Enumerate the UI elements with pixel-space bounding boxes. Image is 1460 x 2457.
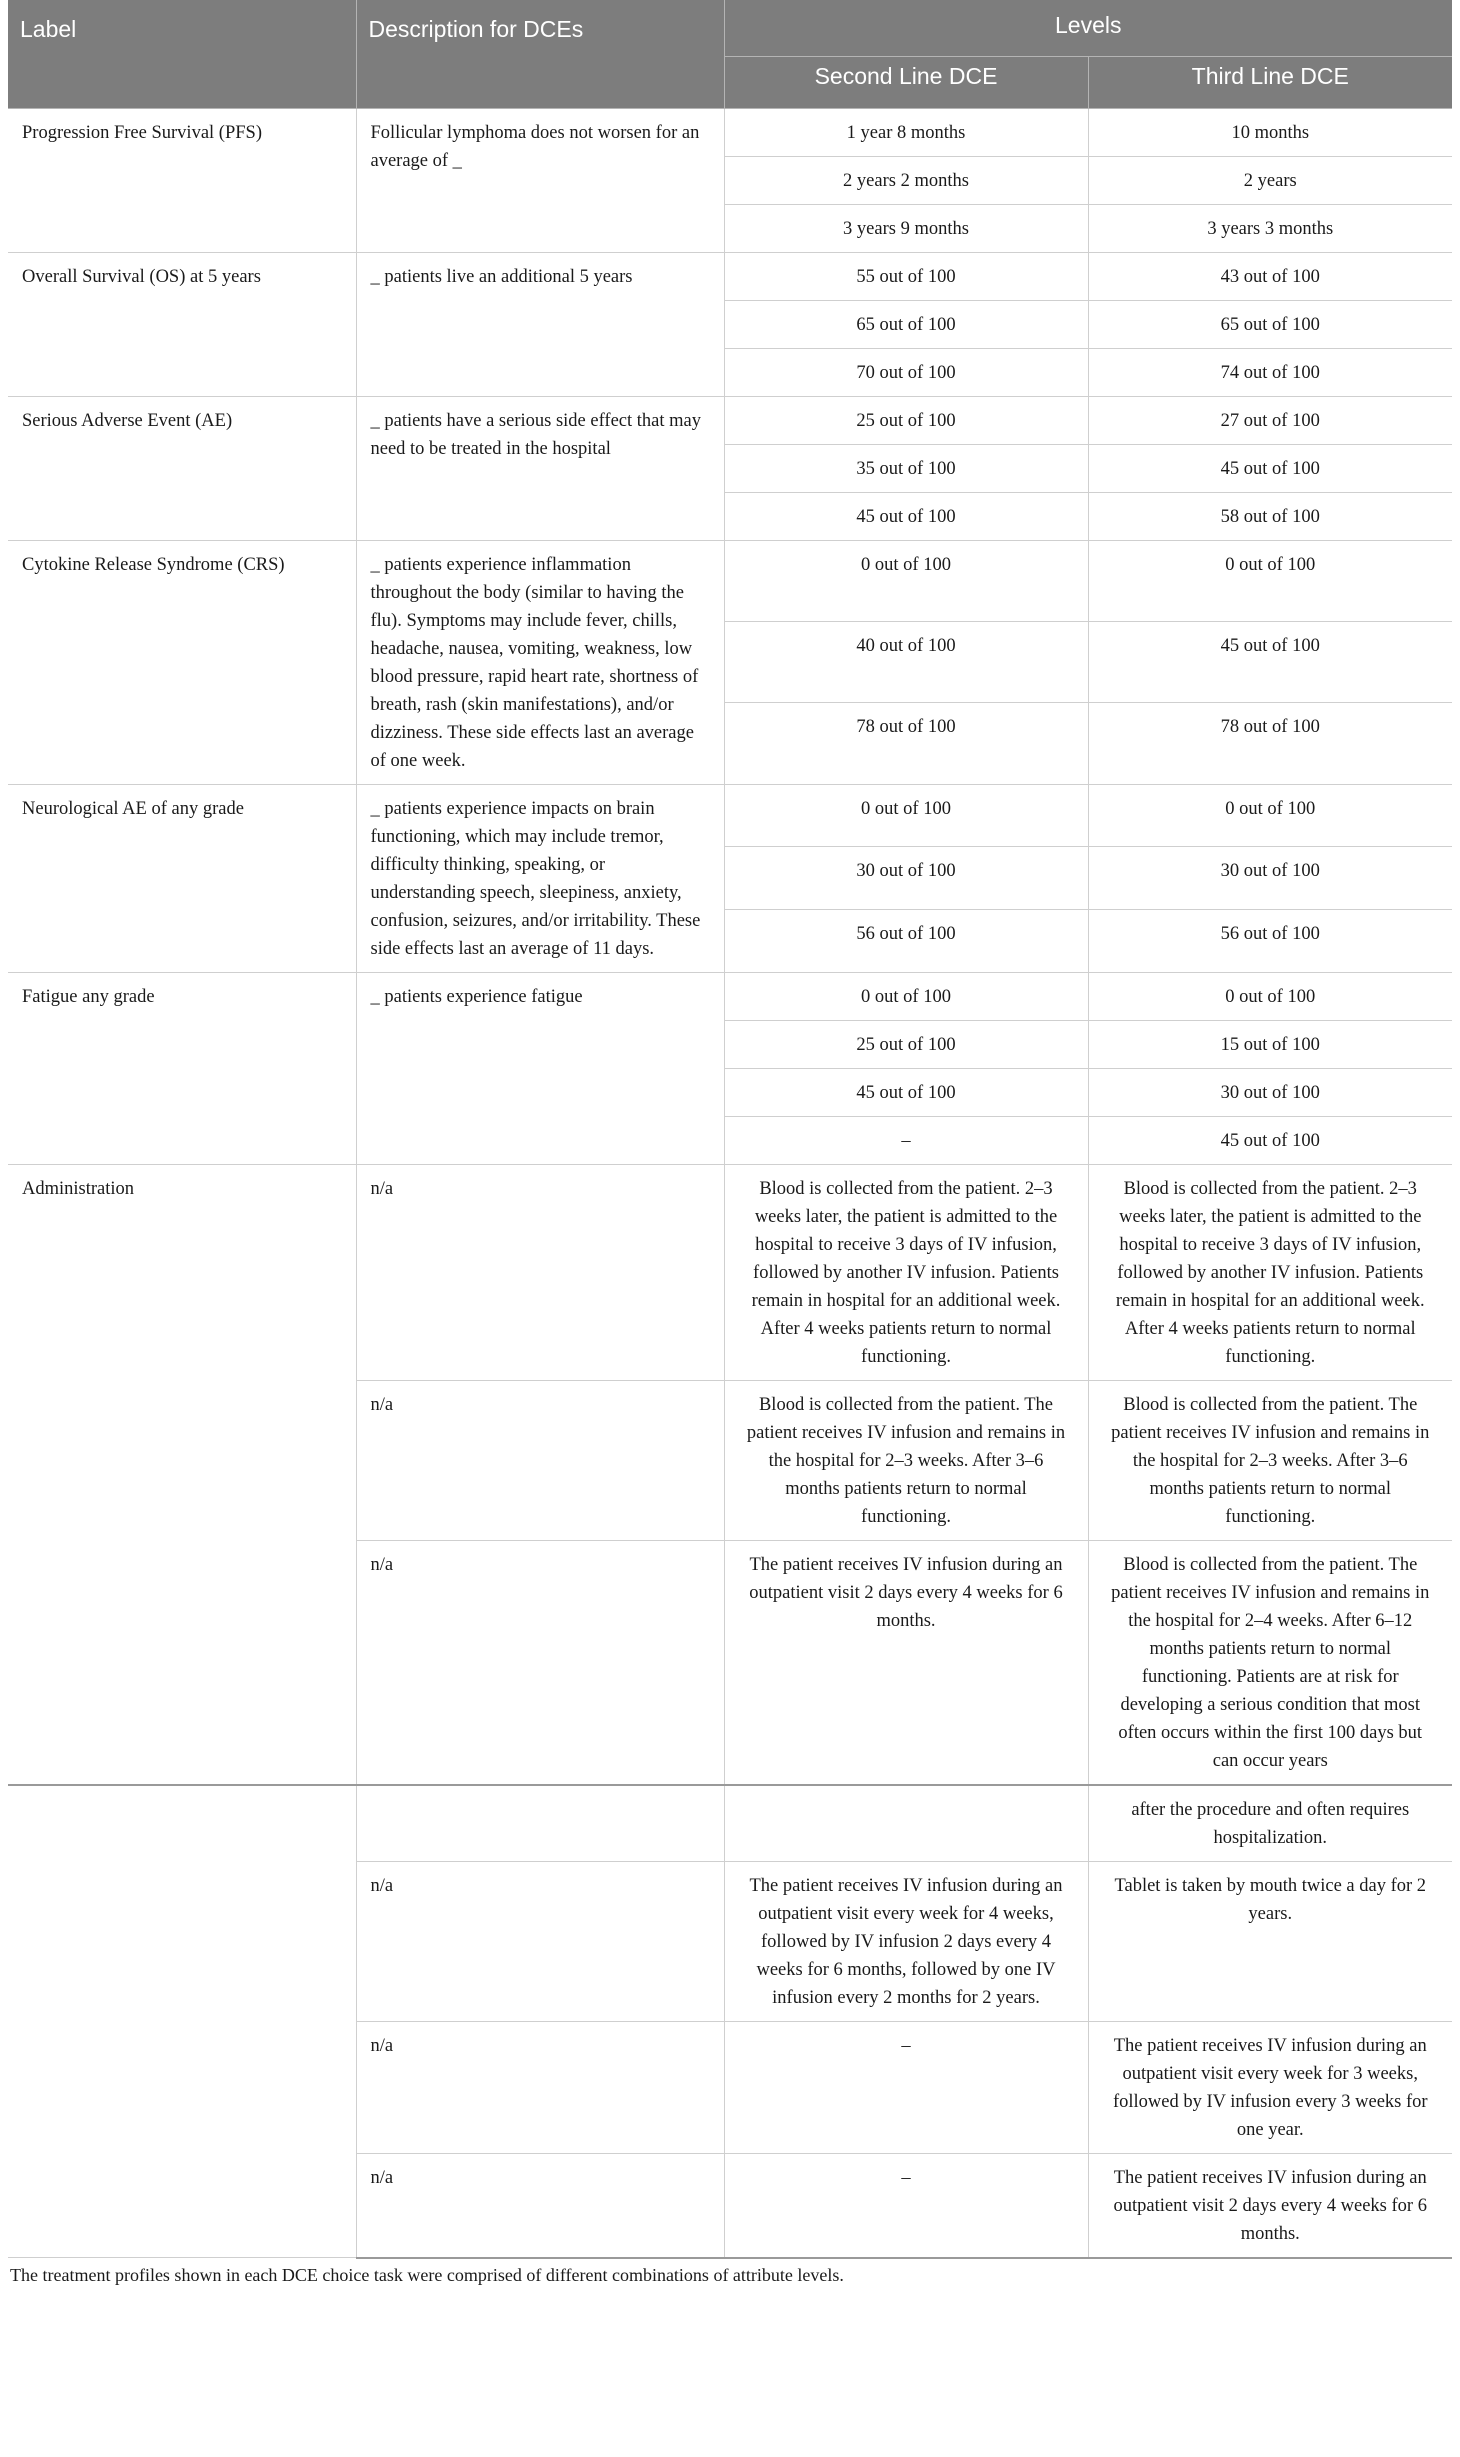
- attribute-description: Follicular lymphoma does not worsen for an average of _: [356, 108, 724, 252]
- attribute-description: _ patients experience fatigue: [356, 972, 724, 1164]
- third-line-level: 30 out of 100: [1088, 847, 1452, 910]
- second-line-level: 55 out of 100: [724, 252, 1088, 300]
- attribute-description: _ patients experience inflammation throughout the body (similar to having the flu). Symptoms may include fever, chills, headache, nausea, vomiting, weakness, low blood pressure, rapid heart rate, shortness of breath, rash (skin manifestations), and/or dizziness. These side effects last an average of one week.: [356, 540, 724, 784]
- empty-cell: [8, 1785, 356, 2258]
- header-third-line: Third Line DCE: [1088, 56, 1452, 108]
- table-row: [8, 784, 1452, 847]
- attribute-description: _ patients experience impacts on brain functioning, which may include tremor, difficulty thinking, speaking, or understanding speech, sleepiness, anxiety, confusion, seizures, and/or irritability. These side effects last an average of 11 days.: [356, 784, 724, 972]
- attribute-description: n/a: [356, 2021, 724, 2153]
- attribute-description: n/a: [356, 1540, 724, 1785]
- header-second-line: Second Line DCE: [724, 56, 1088, 108]
- attribute-label: Cytokine Release Syndrome (CRS): [8, 540, 356, 784]
- second-line-level: 0 out of 100: [724, 972, 1088, 1020]
- second-line-level: 45 out of 100: [724, 492, 1088, 540]
- second-line-level: The patient receives IV infusion during an outpatient visit every week for 4 weeks, followed by IV infusion 2 days every 4 weeks for 6 months, followed by one IV infusion every 2 months for 2 years.: [724, 1861, 1088, 2021]
- third-line-level: 2 years: [1088, 156, 1452, 204]
- second-line-level: 30 out of 100: [724, 847, 1088, 910]
- second-line-level: –: [724, 2153, 1088, 2258]
- second-line-level: 35 out of 100: [724, 444, 1088, 492]
- second-line-level: –: [724, 1116, 1088, 1164]
- third-line-level: Blood is collected from the patient. The patient receives IV infusion and remains in the hospital for 2–3 weeks. After 3–6 months patients return to normal functioning.: [1088, 1380, 1452, 1540]
- second-line-level: 1 year 8 months: [724, 108, 1088, 156]
- document: [8, 0, 1452, 2286]
- table-row: [8, 972, 1452, 1020]
- third-line-level: 78 out of 100: [1088, 703, 1452, 784]
- attributes-table: [8, 0, 1452, 2259]
- second-line-level: 3 years 9 months: [724, 204, 1088, 252]
- third-line-level: 15 out of 100: [1088, 1020, 1452, 1068]
- third-line-level: 0 out of 100: [1088, 972, 1452, 1020]
- table-row: [8, 108, 1452, 156]
- second-line-level: 56 out of 100: [724, 909, 1088, 972]
- third-line-level: 3 years 3 months: [1088, 204, 1452, 252]
- third-line-level: 45 out of 100: [1088, 1116, 1452, 1164]
- second-line-level: 25 out of 100: [724, 396, 1088, 444]
- attribute-label: Progression Free Survival (PFS): [8, 108, 356, 252]
- table-row-continuation: [8, 1785, 1452, 1862]
- third-line-level: Blood is collected from the patient. 2–3 weeks later, the patient is admitted to the hospital to receive 3 days of IV infusion, followed by another IV infusion. Patients remain in hospital for an additional week. After 4 weeks patients return to normal functioning.: [1088, 1164, 1452, 1380]
- attribute-description: n/a: [356, 1164, 724, 1380]
- third-line-level: 58 out of 100: [1088, 492, 1452, 540]
- attribute-description: n/a: [356, 2153, 724, 2258]
- second-line-level: 78 out of 100: [724, 703, 1088, 784]
- second-line-level: The patient receives IV infusion during an outpatient visit 2 days every 4 weeks for 6 months.: [724, 1540, 1088, 1785]
- second-line-level: 0 out of 100: [724, 540, 1088, 621]
- table-row: [8, 1164, 1452, 1380]
- attribute-description: n/a: [356, 1861, 724, 2021]
- third-line-level: Blood is collected from the patient. The patient receives IV infusion and remains in the hospital for 2–4 weeks. After 6–12 months patients return to normal functioning. Patients are at risk for developing a serious condition that most often occurs within the first 100 days but can occur years: [1088, 1540, 1452, 1785]
- third-line-level: Tablet is taken by mouth twice a day for 2 years.: [1088, 1861, 1452, 2021]
- second-line-level: 45 out of 100: [724, 1068, 1088, 1116]
- attribute-label: Overall Survival (OS) at 5 years: [8, 252, 356, 396]
- second-line-level: –: [724, 2021, 1088, 2153]
- empty-cell: [356, 1785, 724, 1862]
- empty-cell: [724, 1785, 1088, 1862]
- second-line-level: 40 out of 100: [724, 621, 1088, 702]
- third-line-level: 65 out of 100: [1088, 300, 1452, 348]
- third-line-level: The patient receives IV infusion during an outpatient visit every week for 3 weeks, followed by IV infusion every 3 weeks for one year.: [1088, 2021, 1452, 2153]
- table-header: [8, 0, 1452, 108]
- table-row: [8, 396, 1452, 444]
- header-description: Description for DCEs: [356, 0, 724, 108]
- second-line-level: Blood is collected from the patient. The patient receives IV infusion and remains in the hospital for 2–3 weeks. After 3–6 months patients return to normal functioning.: [724, 1380, 1088, 1540]
- third-line-level: 0 out of 100: [1088, 540, 1452, 621]
- attribute-label: Administration: [8, 1164, 356, 1785]
- third-line-level: 74 out of 100: [1088, 348, 1452, 396]
- attribute-label: Neurological AE of any grade: [8, 784, 356, 972]
- third-line-level: 27 out of 100: [1088, 396, 1452, 444]
- third-line-level: 56 out of 100: [1088, 909, 1452, 972]
- table-row: [8, 540, 1452, 621]
- third-line-level: 45 out of 100: [1088, 621, 1452, 702]
- header-label: Label: [8, 0, 356, 108]
- header-levels: Levels: [724, 0, 1452, 56]
- attribute-description: n/a: [356, 1380, 724, 1540]
- second-line-level: 25 out of 100: [724, 1020, 1088, 1068]
- third-line-level: 0 out of 100: [1088, 784, 1452, 847]
- attribute-label: Serious Adverse Event (AE): [8, 396, 356, 540]
- table-footnote: The treatment profiles shown in each DCE choice task were comprised of different combinations of attribute levels.: [10, 2264, 844, 2285]
- second-line-level: 70 out of 100: [724, 348, 1088, 396]
- third-line-level: 45 out of 100: [1088, 444, 1452, 492]
- third-line-level: The patient receives IV infusion during an outpatient visit 2 days every 4 weeks for 6 months.: [1088, 2153, 1452, 2258]
- second-line-level: 65 out of 100: [724, 300, 1088, 348]
- table-body: [8, 108, 1452, 2258]
- second-line-level: 2 years 2 months: [724, 156, 1088, 204]
- third-line-level: 43 out of 100: [1088, 252, 1452, 300]
- second-line-level: 0 out of 100: [724, 784, 1088, 847]
- third-line-level: 30 out of 100: [1088, 1068, 1452, 1116]
- attribute-description: _ patients live an additional 5 years: [356, 252, 724, 396]
- attribute-label: Fatigue any grade: [8, 972, 356, 1164]
- second-line-level: Blood is collected from the patient. 2–3 weeks later, the patient is admitted to the hospital to receive 3 days of IV infusion, followed by another IV infusion. Patients remain in hospital for an additional week. After 4 weeks patients return to normal functioning.: [724, 1164, 1088, 1380]
- third-line-level: 10 months: [1088, 108, 1452, 156]
- table-row: [8, 252, 1452, 300]
- third-line-level: after the procedure and often requires hospitalization.: [1088, 1785, 1452, 1862]
- attribute-description: _ patients have a serious side effect that may need to be treated in the hospital: [356, 396, 724, 540]
